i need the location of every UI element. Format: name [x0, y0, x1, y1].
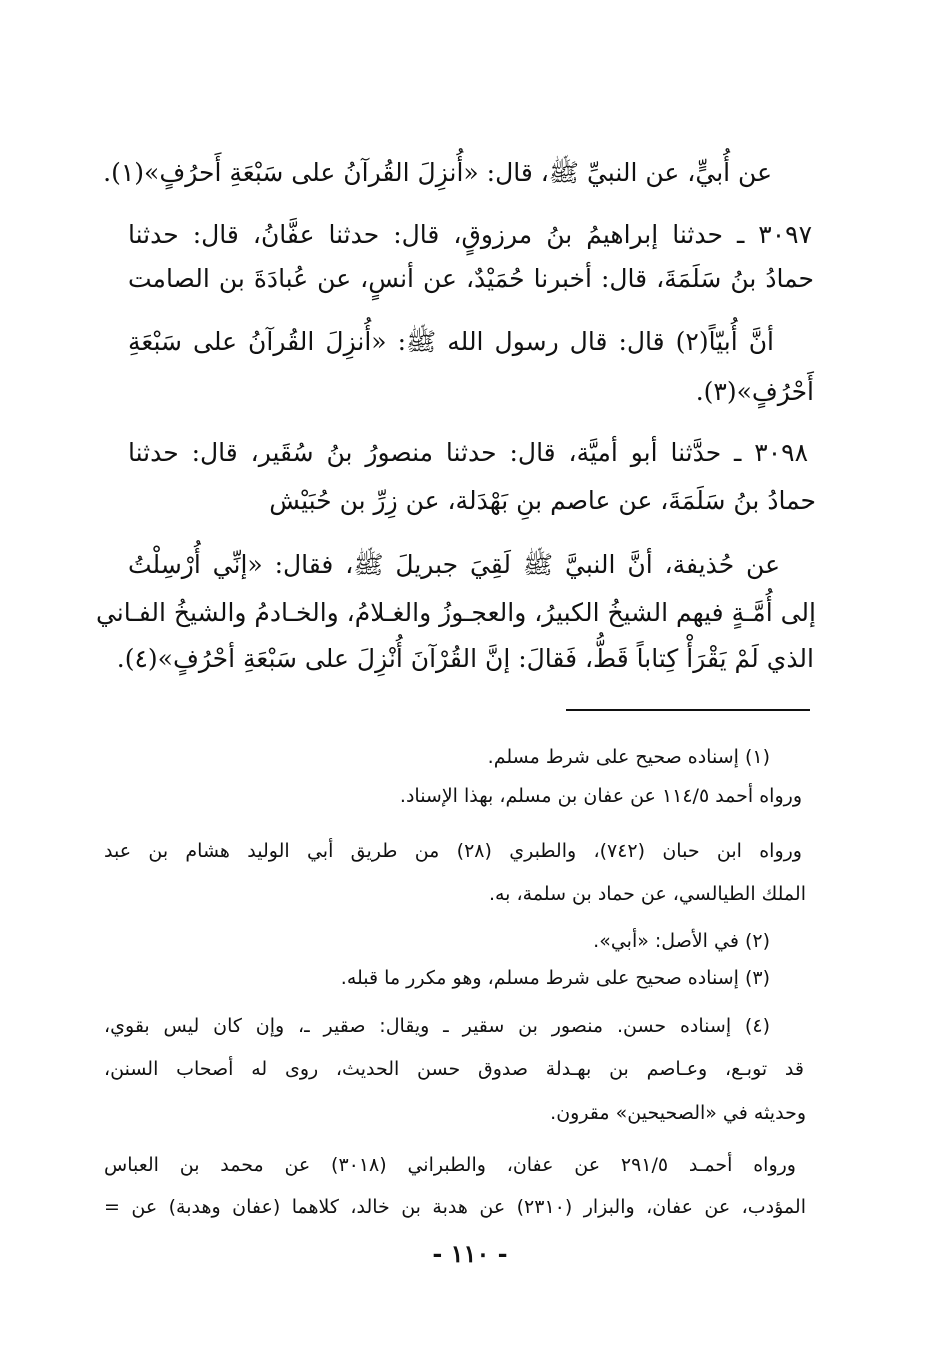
- footnote-line: (٣) إسناده صحيح على شرط مسلم، وهو مكرر ما قبله.: [340, 967, 770, 989]
- main-text-line: حمادُ بنُ سَلَمَةَ، قال: أخبرنا حُمَيْدٌ، عن أنسٍ، عن عُبادَةَ بن الصامت: [128, 264, 814, 293]
- footnote-line: (٢) في الأصل: «أبي».: [593, 930, 770, 952]
- main-text-line: عن أُبيٍّ، عن النبيِّ ﷺ، قال: «أُنزِلَ القُرآنُ على سَبْعَةِ أَحرُفٍ»(١).: [103, 158, 772, 187]
- footnote-line: (١) إسناده صحيح على شرط مسلم.: [487, 746, 770, 768]
- page-number: - ١١٠ -: [432, 1239, 508, 1268]
- footnote-separator: [566, 709, 810, 711]
- main-text-line: إلى أُمَّـةٍ فيهم الشيخُ الكبيرُ، والعجـوزُ والغـلامُ، والخـادمُ والشيخُ الفـاني: [95, 598, 816, 627]
- main-text-line: الذي لَمْ يَقْرَأْ كِتاباً قَطُّ، فَقالَ: إنَّ القُرْآنَ أُنْزِلَ على سَبْعَةِ أحْرُفٍ»(٤).: [116, 644, 814, 673]
- main-text-line: ٣٠٩٧ ـ حدثنا إبراهيمُ بنُ مرزوقٍ، قال: حدثنا عفَّانُ، قال: حدثنا: [128, 220, 812, 249]
- footnote-line: المؤدب، عن عفان، والبزار (٢٣١٠) عن هدبة بن خالد، كلاهما (عفان وهدبة) عن =: [104, 1196, 806, 1218]
- footnote-line: وحديثه في «الصحيحين» مقرون.: [550, 1102, 806, 1124]
- footnote-line: ورواه أحمـد ٢٩١/٥ عن عفان، والطبراني (٣٠١٨) عن محمد بن العباس: [104, 1154, 796, 1176]
- footnote-line: قد توبـع، وعـاصم بن بهـدلة صدوق حسن الحديث، روى له أصحاب السنن،: [104, 1058, 804, 1080]
- main-text-line: عن حُذيفة، أنَّ النبيَّ ﷺ لَقِيَ جبريلَ ﷺ، فقال: «إنِّي أُرْسِلْتُ: [128, 550, 780, 579]
- footnote-line: ورواه ابن حبان (٧٤٢)، والطبري (٢٨) من طريق أبي الوليد هشام بن عبد: [104, 840, 802, 862]
- footnote-line: (٤) إسناده حسن. منصور بن سقير ـ ويقال: صقير ـ، وإن كان ليس بقوي،: [104, 1015, 770, 1037]
- footnote-line: ورواه أحمد ١١٤/٥ عن عفان بن مسلم، بهذا الإسناد.: [399, 785, 802, 807]
- main-text-line: حمادُ بنُ سَلَمَةَ، عن عاصم بنِ بَهْدَلة، عن زِرِّ بن حُبَيْش: [269, 486, 816, 515]
- main-text-line: ٣٠٩٨ ـ حدَّثنا أبو أميَّة، قال: حدثنا منصورُ بنُ سُقَير، قال: حدثنا: [128, 438, 808, 467]
- footnote-line: الملك الطيالسي، عن حماد بن سلمة، به.: [488, 883, 806, 905]
- main-text-line: أَحْرُفٍ»(٣).: [695, 377, 814, 406]
- main-text-line: أنَّ أُبيّاً(٢) قال: قال رسول الله ﷺ: «أُنزِلَ القُرآنُ على سَبْعَةِ: [128, 327, 775, 356]
